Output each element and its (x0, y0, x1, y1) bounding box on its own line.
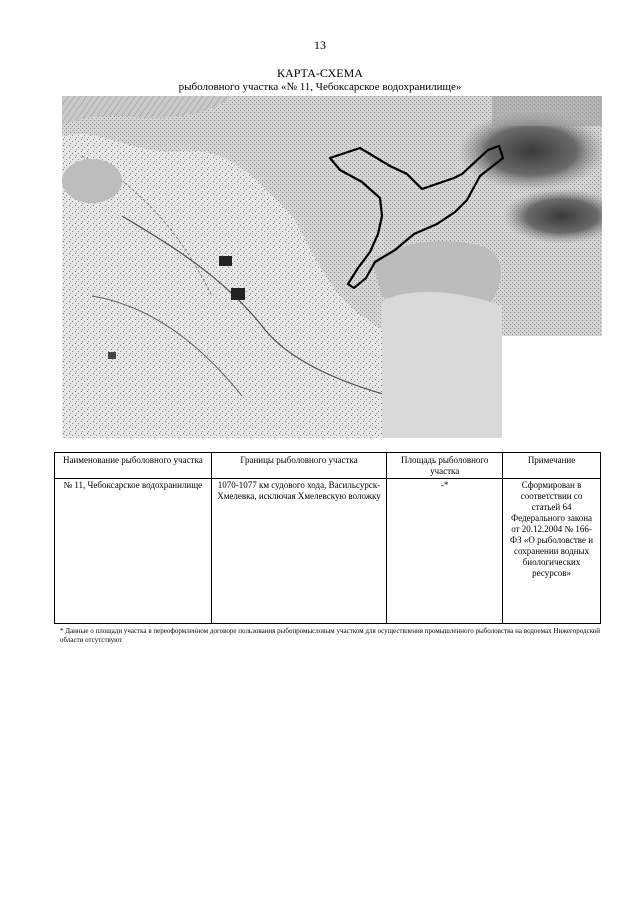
page-subtitle: рыболовного участка «№ 11, Чебоксарское водохранилище» (178, 81, 462, 93)
table-header-row (55, 453, 601, 479)
cell-borders: 1070-1077 км судового хода, Васильсурск-Хмелевка, исключая Хмелевскую воложку (211, 479, 387, 624)
right-bank (382, 292, 502, 438)
shaded-area (492, 96, 602, 126)
page-title: КАРТА-СХЕМА (277, 66, 363, 80)
header-area: Площадь рыболовного участка (387, 453, 503, 479)
building-marker (231, 288, 245, 300)
title-block (0, 66, 640, 94)
header-note: Примечание (503, 453, 601, 479)
cell-name: № 11, Чебоксарское водохранилище (55, 479, 212, 624)
fishing-area-table (54, 452, 601, 624)
building-marker (108, 352, 116, 359)
building-marker (219, 256, 232, 266)
header-borders: Границы рыболовного участка (211, 453, 387, 479)
header-name: Наименование рыболовного участка (55, 453, 212, 479)
map-image (62, 96, 602, 438)
map-blank-corner (502, 336, 602, 438)
cell-area: -* (387, 479, 503, 624)
cell-note: Сформирован в соответствии со статьей 64 Федерального закона от 20.12.2004 № 166-ФЗ «О рыболовстве и сохранении водных биологических ресурсов» (503, 479, 601, 624)
footnote: * Данные о площади участка в переоформленном договоре пользования рыбопромысловым участком для осуществления промышленного рыболовства на водоемах Нижегородской области отсутствуют (60, 627, 600, 644)
fishing-area-map (62, 96, 602, 438)
page-number: 13 (314, 38, 326, 52)
table-row (55, 479, 601, 624)
town-area (62, 159, 122, 203)
